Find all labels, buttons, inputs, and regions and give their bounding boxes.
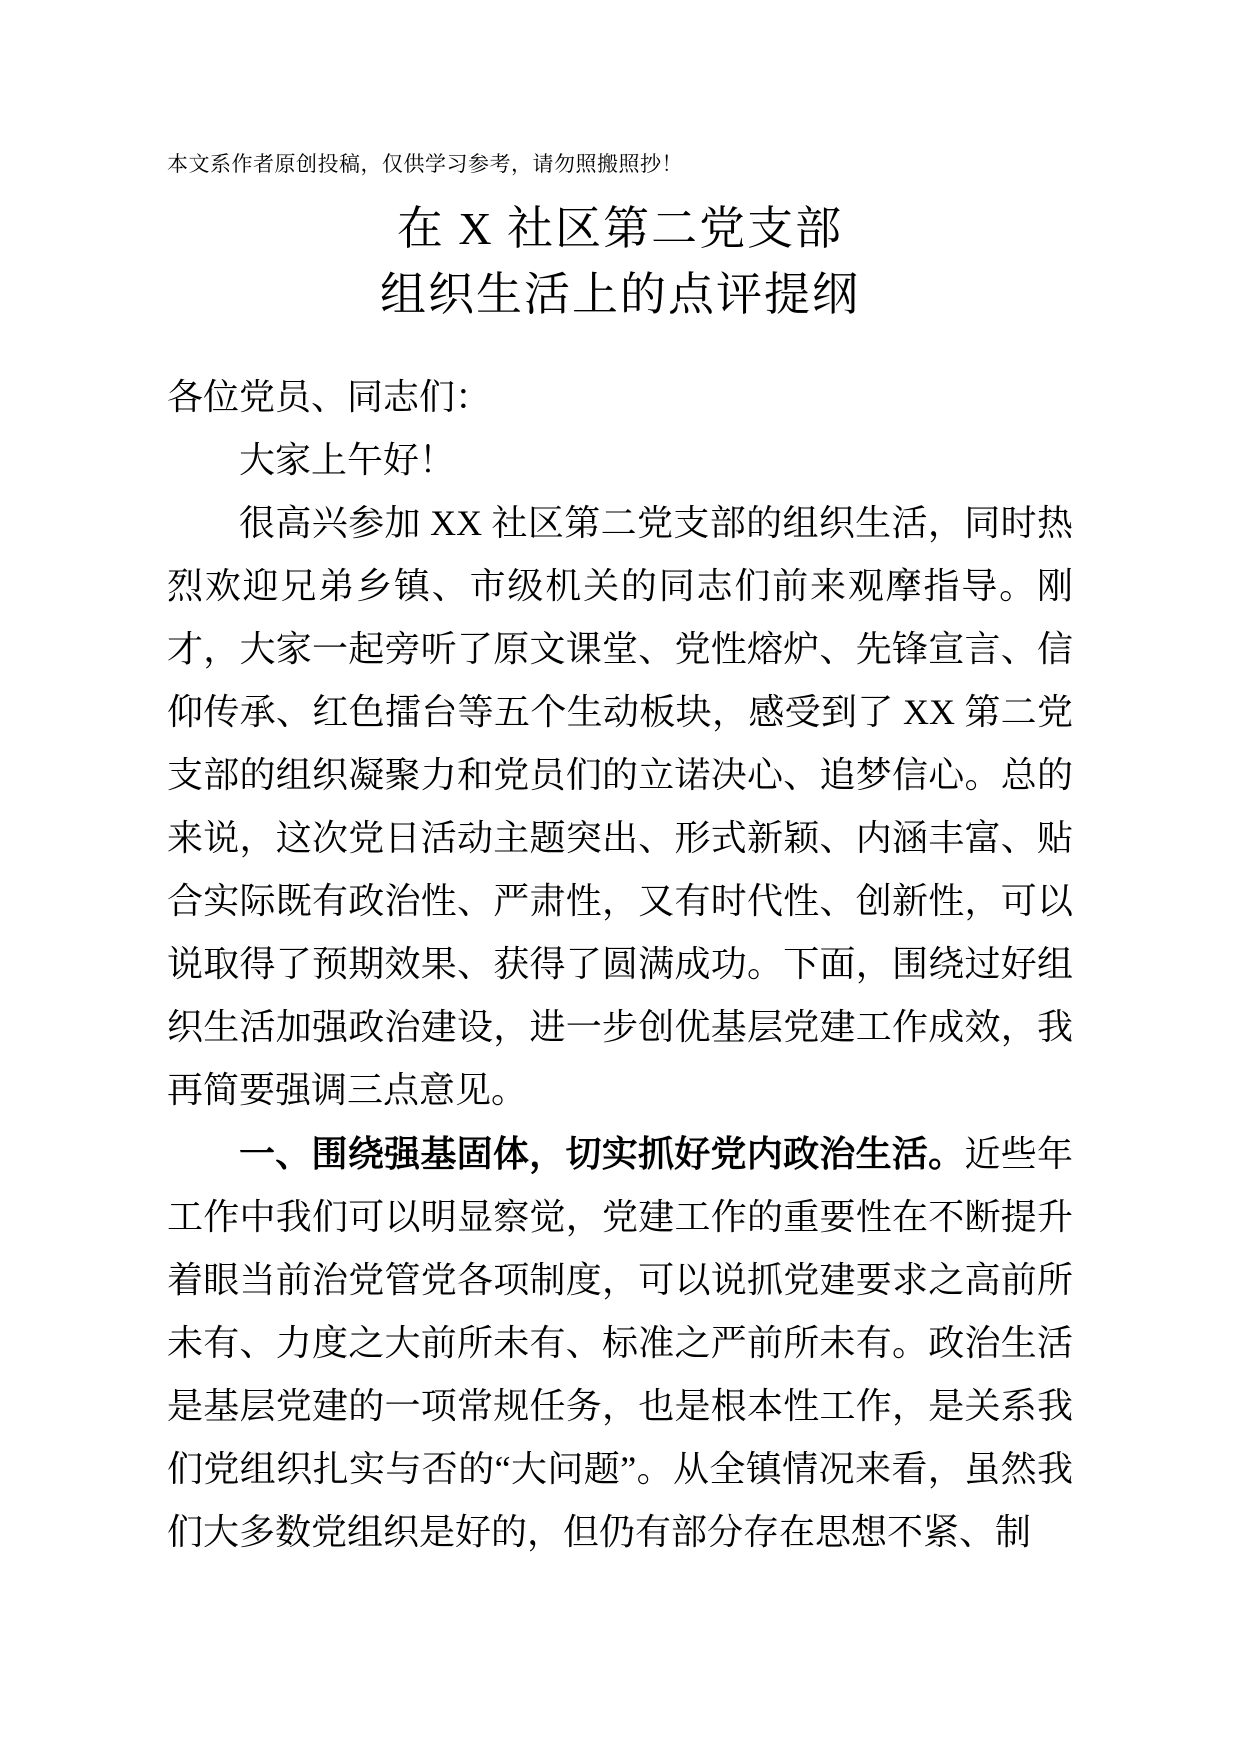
greeting-line: 大家上午好！ (239, 440, 456, 480)
document-title-line-2: 组织生活上的点评提纲 (380, 269, 860, 320)
section-1-paragraph (167, 1122, 1073, 1564)
salutation-line: 各位党员、同志们： (167, 377, 492, 417)
document-title (167, 196, 1073, 328)
document-title-line-1: 在 X 社区第二党支部 (396, 203, 844, 254)
section-1-text: 近些年工作中我们可以明显察觉，党建工作的重要性在不断提升着眼当前治党管党各项制度，可以说抓党建要求之高前所未有、力度之大前所未有、标准之严前所未有。政治生活是基层党建的一项常规任务，也是根本性工作，是关系我们党组织扎实与否的“大问题”。从全镇情况来看，虽然我们大多数党组织是好的，但仍有部分存在思想不紧、制 (167, 1134, 1073, 1552)
disclaimer-note: 本文系作者原创投稿，仅供学习参考，请勿照搬照抄！ (167, 153, 683, 176)
opening-paragraph: 很高兴参加 XX 社区第二党支部的组织生活，同时热烈欢迎兄弟乡镇、市级机关的同志们前来观摩指导。刚才，大家一起旁听了原文课堂、党性熔炉、先锋宣言、信仰传承、红色擂台等五个生动板块，感受到了 XX 第二党支部的组织凝聚力和党员们的立诺决心、追梦信心。总的来说，这次党日活动主题突出、形式新颖、内涵丰富、贴合实际既有政治性、严肃性，又有时代性、创新性，可以说取得了预期效果、获得了圆满成功。下面，围绕过好组织生活加强政治建设，进一步创优基层党建工作成效，我再简要强调三点意见。 (167, 503, 1073, 1110)
section-1-heading: 一、围绕强基固体，切实抓好党内政治生活。 (239, 1133, 965, 1174)
document-body (167, 366, 1073, 1564)
